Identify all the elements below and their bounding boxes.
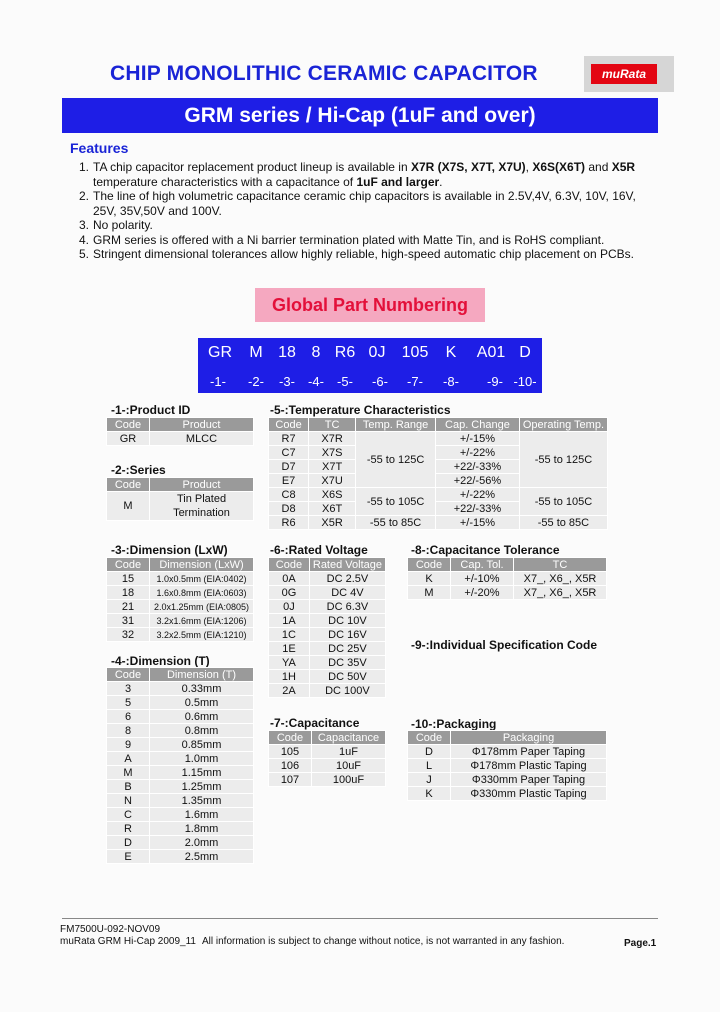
temperature-table (268, 417, 608, 530)
product-id-title: -1-:Product ID (111, 403, 191, 417)
pn-code: K (445, 344, 457, 361)
table-row: 31 3.2x1.6mm (EIA:1206) (107, 614, 254, 628)
table-row: E7 X7U +22/-56% (269, 474, 608, 488)
table-row: 1C DC 16V (269, 628, 386, 642)
table-row: GR MLCC (107, 432, 254, 446)
pn-code: R6 (334, 344, 356, 361)
part-numbering-banner (255, 288, 485, 322)
feature-item: 2. The line of high volumetric capacitance ceramic chip capacitors is available in 2.5V,4V, 6.3V, 10V, 16V, 25V, 35V,50V and 100V. (79, 189, 636, 218)
table-row: E 2.5mm (107, 850, 254, 864)
murata-logo (584, 56, 674, 92)
dimension-lxw-title: -3-:Dimension (LxW) (111, 543, 228, 557)
table-row: N 1.35mm (107, 794, 254, 808)
feature-item: 1. TA chip capacitor replacement product lineup is available in X7R (X7S, X7T, X7U), X6S(X6T) and X5R temperature characteristics with a capacitance of 1uF and larger. (79, 160, 636, 189)
pn-code: M (249, 344, 263, 361)
table-row: M 1.15mm (107, 766, 254, 780)
pn-index: -3- (279, 374, 295, 389)
table-row: 2A DC 100V (269, 684, 386, 698)
table-row: 15 1.0x0.5mm (EIA:0402) (107, 572, 254, 586)
dimension-t-table (106, 667, 254, 864)
table-row: C 1.6mm (107, 808, 254, 822)
table-header: Code TC Temp. Range Cap. Change Operating Temp. (269, 418, 608, 432)
product-id-table (106, 417, 254, 446)
table-row: 3 0.33mm (107, 682, 254, 696)
series-banner: GRM series / Hi-Cap (1uF and over) (62, 98, 658, 133)
series-title: -2-:Series (111, 463, 166, 477)
pn-code: 18 (278, 344, 296, 361)
pn-index: -9- (487, 374, 503, 389)
features-heading: Features (70, 140, 129, 156)
pn-index: -10- (513, 374, 537, 389)
table-row: D 2.0mm (107, 836, 254, 850)
table-header: Code Capacitance (269, 731, 386, 745)
pn-code: 0J (368, 344, 386, 361)
footer-document-code: FM7500U-092-NOV09 muRata GRM Hi-Cap 2009_11 (60, 924, 196, 947)
table-row: K +/-10% X7_, X6_, X5R (408, 572, 607, 586)
pn-code: 8 (311, 344, 321, 361)
table-row: 1H DC 50V (269, 670, 386, 684)
part-number-example (198, 338, 542, 393)
table-row: J Φ330mm Paper Taping (408, 773, 607, 787)
table-row: 107 100uF (269, 773, 386, 787)
features-list (79, 160, 719, 262)
table-header: Code Rated Voltage (269, 558, 386, 572)
table-header: Code Product (107, 478, 254, 492)
pn-index: -5- (337, 374, 353, 389)
pn-code: D (519, 344, 531, 361)
table-header: Code Packaging (408, 731, 607, 745)
table-row: 6 0.6mm (107, 710, 254, 724)
table-row: 21 2.0x1.25mm (EIA:0805) (107, 600, 254, 614)
table-row: 32 3.2x2.5mm (EIA:1210) (107, 628, 254, 642)
table-row: 0J DC 6.3V (269, 600, 386, 614)
table-row: 18 1.6x0.8mm (EIA:0603) (107, 586, 254, 600)
pn-index: -6- (372, 374, 388, 389)
table-row: R 1.8mm (107, 822, 254, 836)
table-row: 1E DC 25V (269, 642, 386, 656)
table-row: 5 0.5mm (107, 696, 254, 710)
logo-text: muRata (591, 64, 657, 84)
pn-index: -7- (407, 374, 423, 389)
rated-voltage-table (268, 557, 386, 698)
table-row: 1A DC 10V (269, 614, 386, 628)
table-row: 105 1uF (269, 745, 386, 759)
table-row: A 1.0mm (107, 752, 254, 766)
packaging-table (407, 730, 607, 801)
rated-voltage-title: -6-:Rated Voltage (270, 543, 368, 557)
table-row: C7 X7S +/-22% (269, 446, 608, 460)
feature-item: 3. No polarity. (79, 218, 153, 232)
table-row: 8 0.8mm (107, 724, 254, 738)
cap-tolerance-title: -8-:Capacitance Tolerance (411, 543, 560, 557)
table-row: 0G DC 4V (269, 586, 386, 600)
table-row: 9 0.85mm (107, 738, 254, 752)
footer-divider (62, 918, 658, 919)
pn-code: 105 (401, 344, 429, 361)
table-row: L Φ178mm Plastic Taping (408, 759, 607, 773)
table-row: K Φ330mm Plastic Taping (408, 787, 607, 801)
pn-index: -1- (210, 374, 226, 389)
table-row: D7 X7T +22/-33% (269, 460, 608, 474)
footer-disclaimer: All information is subject to change without notice, is not warranted in any fashion. (202, 936, 565, 947)
pn-index: -4- (308, 374, 324, 389)
table-row: D8 X6T +22/-33% (269, 502, 608, 516)
pn-index: -8- (443, 374, 459, 389)
table-header: Code Dimension (LxW) (107, 558, 254, 572)
table-row: D Φ178mm Paper Taping (408, 745, 607, 759)
page-number: Page.1 (624, 938, 657, 949)
table-row: R7 X7R -55 to 125C +/-15% -55 to 125C (269, 432, 608, 446)
packaging-title: -10-:Packaging (411, 717, 497, 731)
feature-item: 4. GRM series is offered with a Ni barrier termination plated with Matte Tin, and is RoHS compliant. (79, 232, 605, 247)
table-row: C8 X6S -55 to 105C +/-22% -55 to 105C (269, 488, 608, 502)
cap-tolerance-table (407, 557, 607, 600)
table-row: B 1.25mm (107, 780, 254, 794)
pn-code: A01 (476, 344, 506, 361)
capacitance-table (268, 730, 386, 787)
table-row: YA DC 35V (269, 656, 386, 670)
table-header: Code Dimension (T) (107, 668, 254, 682)
document-title: CHIP MONOLITHIC CERAMIC CAPACITOR (110, 62, 538, 85)
table-header: Code Cap. Tol. TC (408, 558, 607, 572)
table-row: R6 X5R -55 to 85C +/-15% -55 to 85C (269, 516, 608, 530)
table-row: M Tin Plated Termination (107, 492, 254, 521)
temperature-title: -5-:Temperature Characteristics (270, 403, 451, 417)
table-row: M +/-20% X7_, X6_, X5R (408, 586, 607, 600)
pn-index: -2- (248, 374, 264, 389)
table-row: 106 10uF (269, 759, 386, 773)
spec-code-title: -9-:Individual Specification Code (411, 638, 598, 652)
dimension-lxw-table (106, 557, 254, 642)
part-numbering-title: Global Part Numbering (271, 295, 469, 315)
dimension-t-title: -4-:Dimension (T) (111, 654, 210, 668)
feature-item: 5. Stringent dimensional tolerances allow highly reliable, high-speed automatic chip placement on PCBs. (79, 247, 634, 261)
pn-code: GR (208, 344, 232, 361)
series-table (106, 477, 254, 521)
table-row: 0A DC 2.5V (269, 572, 386, 586)
capacitance-title: -7-:Capacitance (270, 716, 360, 730)
table-header: Code Product (107, 418, 254, 432)
